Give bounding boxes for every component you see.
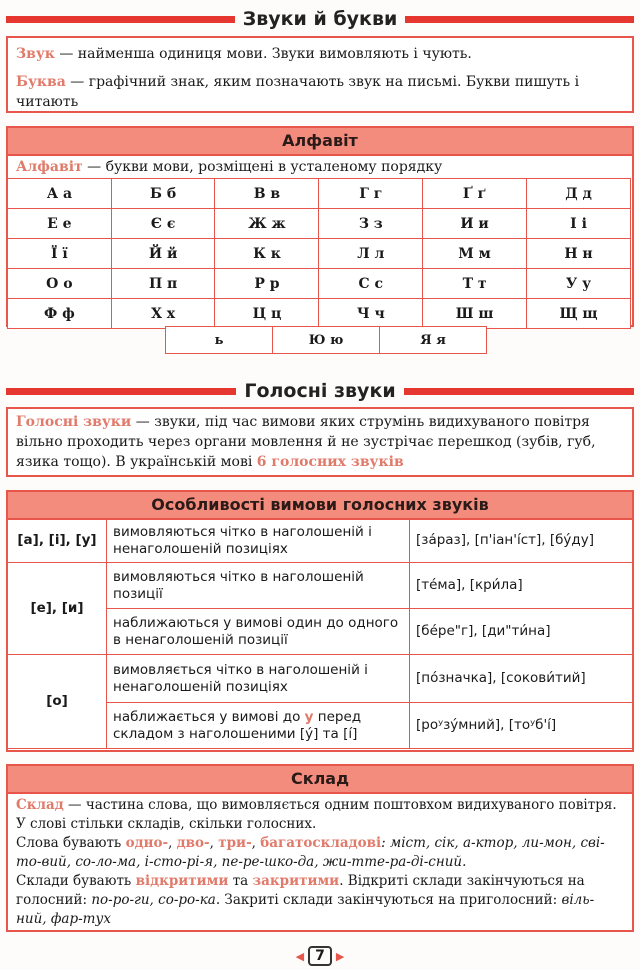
vowel-key: [о]: [8, 655, 107, 749]
vowel-table: [7, 518, 633, 749]
term-sound: Звук: [16, 46, 55, 62]
word-examples: : міст, сік, а-ктор, ли-мон, сві-то-вий, со-ло-ма, і-сто-рі-я, пе-ре-шко-да, жи-тте-ра-ді-сний.: [16, 835, 605, 870]
alphabet-cell: Я я: [380, 327, 487, 354]
vowel-desc: наближаються у вимові один до одного в ненаголошеній позиції: [107, 609, 410, 655]
alphabet-cell: Б б: [111, 179, 215, 209]
term-open: відкритими: [135, 873, 229, 889]
alphabet-cell: Т т: [423, 269, 527, 299]
alphabet-cell: С с: [319, 269, 423, 299]
syllable-panel: [6, 764, 634, 932]
section-heading-sounds-letters: [6, 6, 634, 32]
vowel-key: [а], [і], [у]: [8, 519, 107, 563]
term-alphabet: Алфавіт: [16, 159, 83, 175]
alphabet-definition: [8, 156, 632, 178]
vowel-u-highlight: у: [304, 708, 314, 725]
vowel-desc-part: наближається у вимові до: [113, 708, 305, 725]
alphabet-cell: Ї ї: [8, 239, 112, 269]
alphabet-cell: А а: [8, 179, 112, 209]
definition-sound-text: — найменша одиниця мови. Звуки вимовляють і чують.: [54, 46, 472, 62]
term-letter: Буква: [16, 74, 66, 90]
syllable-definition-text: — частина слова, що вимовляється одним поштовхом видихуваного повітря. У слові стільки складів, скільки голосних.: [16, 797, 617, 832]
term-closed: закритими: [252, 873, 340, 889]
heading-bar-left: [6, 388, 236, 395]
heading-bar-left: [6, 16, 235, 23]
syllable-definition: [16, 796, 624, 834]
section-heading-vowels: [6, 378, 634, 404]
alphabet-last-row: [165, 326, 487, 354]
alphabet-cell: П п: [111, 269, 215, 299]
alphabet-cell: Н н: [527, 239, 631, 269]
alphabet-cell: Є є: [111, 209, 215, 239]
prev-page-icon[interactable]: ◀: [295, 950, 305, 963]
vowel-example: [бе́ре"г], [ди"ти́на]: [410, 609, 633, 655]
alphabet-cell: Ю ю: [273, 327, 380, 354]
heading-bar-right: [404, 388, 634, 395]
table-row: [8, 239, 631, 269]
vowel-example: [те́ма], [кри́ла]: [410, 563, 633, 609]
word-types-intro: Слова бувають: [16, 835, 126, 851]
alphabet-definition-text: — букви мови, розміщені в усталеному порядку: [82, 159, 443, 175]
vowel-desc: вимовляються чітко в наголошеній позиції: [107, 563, 410, 609]
table-row: [8, 269, 631, 299]
definition-letter: [16, 72, 624, 112]
open-examples: по-ро-ги, со-ро-ка: [91, 892, 216, 908]
alphabet-cell: Ч ч: [319, 299, 423, 329]
alphabet-cell: У у: [527, 269, 631, 299]
alphabet-cell: М м: [423, 239, 527, 269]
vowels-definition-text: — звуки, під час вимови яких струмінь видихуваного повітря вільно проходить через органи мовлення й не зустрічає перешкод (зубів, губ, язика тощо). В українській мові: [16, 414, 596, 470]
table-row: [8, 519, 633, 563]
separator: ,: [251, 835, 261, 851]
syllable-and: та: [228, 873, 253, 889]
vowels-definition: [16, 412, 624, 472]
term-multi: багатоскладові: [260, 835, 382, 851]
table-row: [8, 563, 633, 609]
term-syllable: Склад: [16, 797, 64, 813]
alphabet-cell: Д д: [527, 179, 631, 209]
panel-title-alphabet: Алфавіт: [8, 128, 632, 156]
alphabet-cell: К к: [215, 239, 319, 269]
vowels-definition-box: [6, 407, 634, 477]
alphabet-cell: Р р: [215, 269, 319, 299]
alphabet-cell: В в: [215, 179, 319, 209]
closed-examples: віль-ний, фар-тух: [16, 892, 595, 927]
syllable-text: . Відкриті склади закінчуються на голосний:: [16, 873, 585, 908]
heading-bar-right: [405, 16, 634, 23]
alphabet-cell: Х х: [111, 299, 215, 329]
term-two: дво-: [176, 835, 210, 851]
word-types: [16, 834, 624, 872]
alphabet-panel: [6, 126, 634, 327]
alphabet-cell: Ш ш: [423, 299, 527, 329]
separator: ,: [209, 835, 219, 851]
syllable-text: . Закриті склади закінчуються на приголосний:: [215, 892, 562, 908]
next-page-icon[interactable]: ▶: [335, 950, 345, 963]
alphabet-cell: И и: [423, 209, 527, 239]
page-number-nav: [0, 946, 640, 966]
page-number: 7: [308, 946, 332, 966]
vowel-desc-part: перед складом з наголошеними [у́] та [і́]: [113, 708, 362, 742]
syllable-content: [8, 794, 632, 931]
alphabet-cell: Г г: [319, 179, 423, 209]
definition-sound: [16, 44, 624, 64]
table-row: [8, 209, 631, 239]
vowel-key: [е], [и]: [8, 563, 107, 655]
alphabet-cell: Ж ж: [215, 209, 319, 239]
panel-title-syllable: Склад: [8, 766, 632, 794]
vowel-pronunciation-panel: [6, 490, 634, 752]
alphabet-cell: Ц ц: [215, 299, 319, 329]
term-three: три-: [218, 835, 252, 851]
alphabet-cell: Щ щ: [527, 299, 631, 329]
alphabet-cell: Е е: [8, 209, 112, 239]
definitions-box: [6, 36, 634, 113]
section-title: Звуки й букви: [242, 8, 398, 30]
panel-title-vowel-pronunciation: Особливості вимови голосних звуків: [8, 492, 632, 520]
separator: ,: [168, 835, 177, 851]
table-row: [8, 655, 633, 703]
vowel-desc: [107, 703, 410, 749]
alphabet-cell: І і: [527, 209, 631, 239]
alphabet-cell: Й й: [111, 239, 215, 269]
vowel-desc: вимовляються чітко в наголошеній і ненаголошеній позиціях: [107, 519, 410, 563]
term-vowels: Голосні звуки: [16, 414, 132, 430]
vowel-example: [за́раз], [п'іан'і́ст], [бу́ду]: [410, 519, 633, 563]
syllable-types: [16, 872, 624, 929]
alphabet-cell: О о: [8, 269, 112, 299]
term-one: одно-: [125, 835, 169, 851]
alphabet-cell: Л л: [319, 239, 423, 269]
vowel-count: 6 голосних звуків: [256, 454, 404, 470]
definition-letter-text: — графічний знак, яким позначають звук на письмі. Букви пишуть і читають: [16, 74, 580, 110]
table-row: [8, 299, 631, 329]
alphabet-cell: Ґ ґ: [423, 179, 527, 209]
alphabet-cell: З з: [319, 209, 423, 239]
section-title: Голосні звуки: [244, 380, 396, 402]
syllable-types-intro: Склади бувають: [16, 873, 136, 889]
alphabet-table: [7, 178, 631, 329]
vowel-example: [роʸзу́мний], [тоʸб'і́]: [410, 703, 633, 749]
vowel-desc: вимовляється чітко в наголошеній і ненаголошеній позиціях: [107, 655, 410, 703]
alphabet-cell: Ф ф: [8, 299, 112, 329]
table-row: [8, 179, 631, 209]
vowel-example: [по́значка], [сокови́тий]: [410, 655, 633, 703]
alphabet-cell: ь: [166, 327, 273, 354]
